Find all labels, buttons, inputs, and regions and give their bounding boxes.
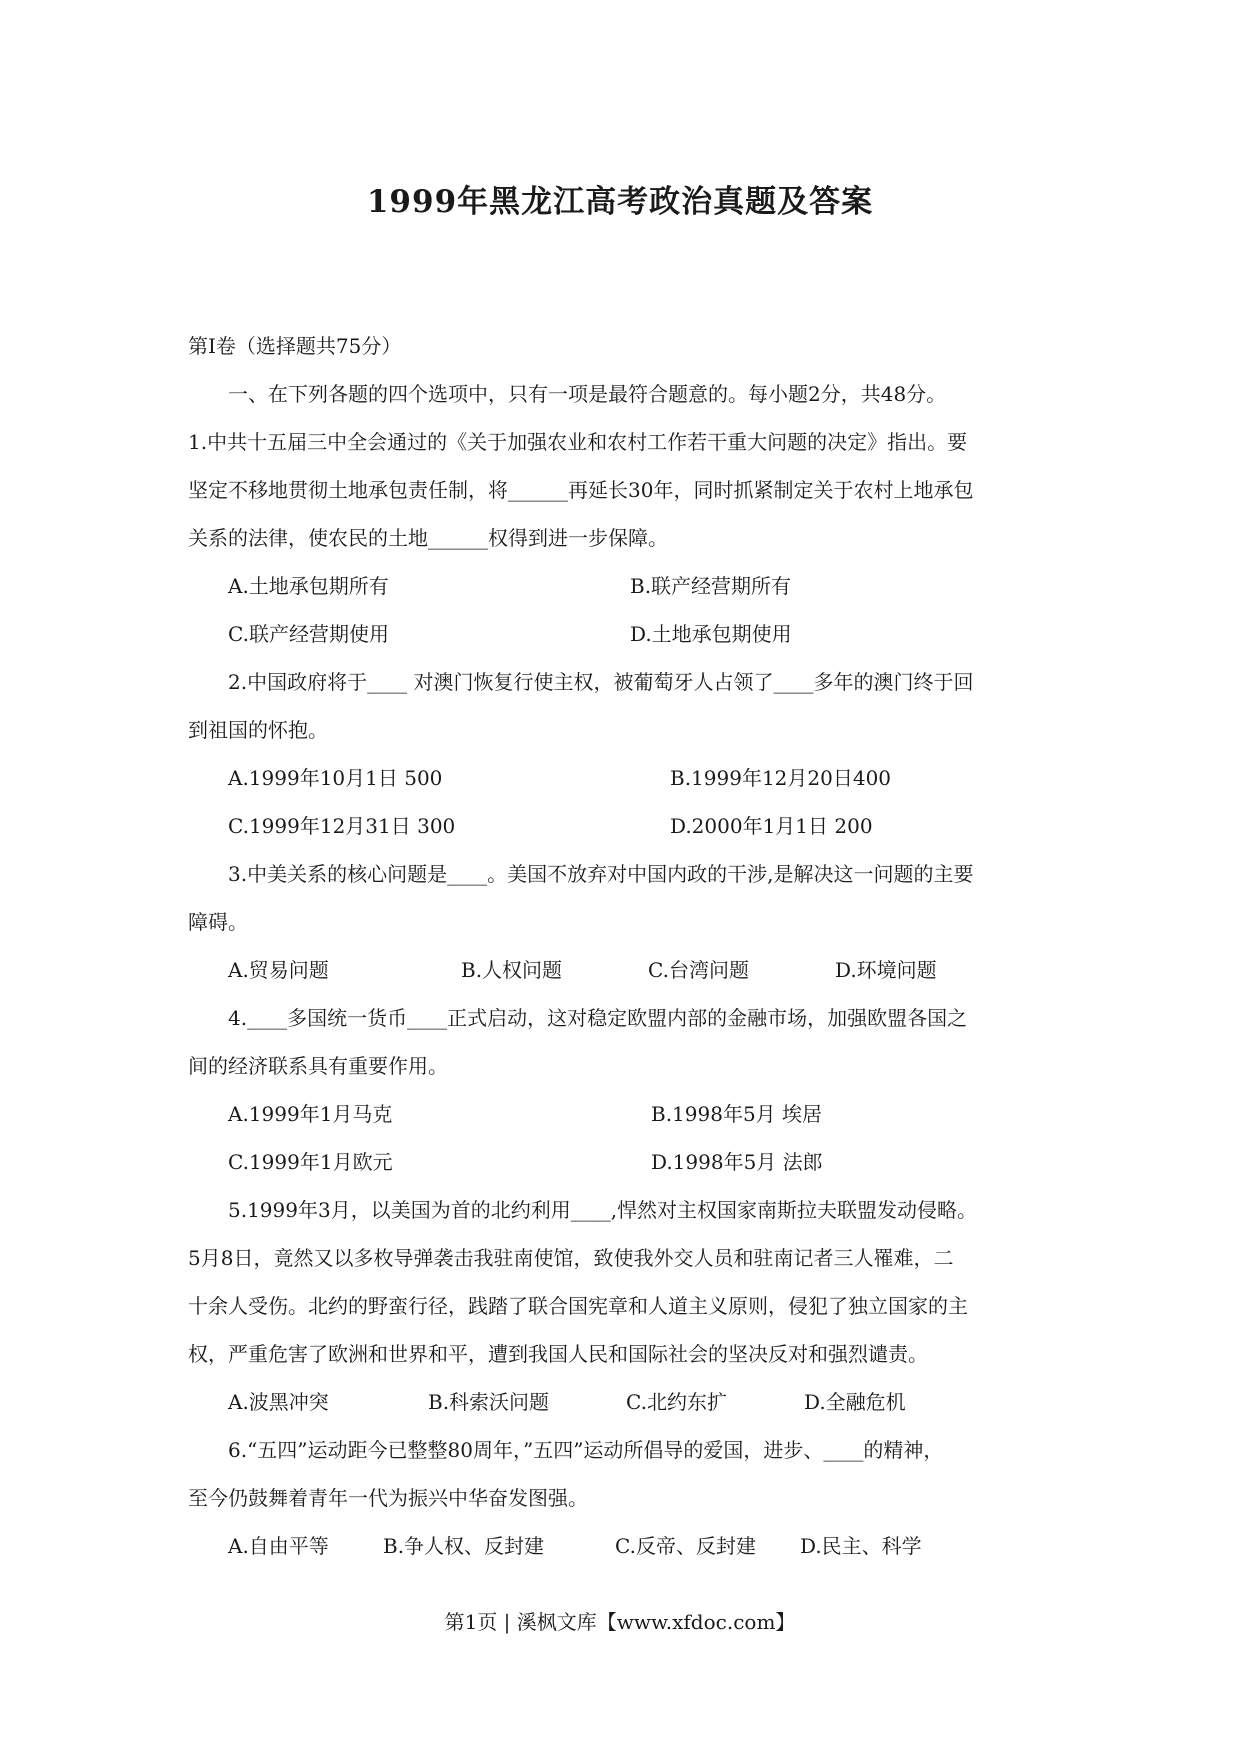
question-1-line-2: 坚定不移地贯彻土地承包责任制，将______再延长30年，同时抓紧制定关于农村上地承包 xyxy=(188,478,974,502)
section-heading: 第Ⅰ卷（选择题共75分） xyxy=(188,334,402,358)
question-6-line-1: 6.“五四”运动距今已整整80周年，”五四”运动所倡导的爱国，进步、____的精神， xyxy=(228,1438,944,1462)
question-1-options-row-1 xyxy=(188,562,1060,610)
question-5-option-a: A.波黑冲突 xyxy=(228,1390,329,1414)
question-6-options-row xyxy=(188,1522,1060,1570)
question-3-line-2: 障碍。 xyxy=(188,910,248,934)
question-4-option-d: D.1998年5月 法郎 xyxy=(651,1150,823,1174)
question-1-option-d: D.土地承包期使用 xyxy=(630,622,792,646)
question-4-option-c: C.1999年1月欧元 xyxy=(228,1150,393,1174)
question-5-line-3: 十余人受伤。北约的野蛮行径，践踏了联合国宪章和人道主义原则，侵犯了独立国家的主 xyxy=(188,1294,968,1318)
question-4-option-b: B.1998年5月 埃居 xyxy=(651,1102,823,1126)
question-5-option-d: D.全融危机 xyxy=(804,1390,906,1414)
question-3-line-1: 3.中美关系的核心问题是____。美国不放弃对中国内政的干涉,是解决这一问题的主要 xyxy=(228,862,974,886)
question-2-option-c: C.1999年12月31日 300 xyxy=(228,814,456,838)
question-3-option-b: B.人权问题 xyxy=(461,958,563,982)
question-2-line-2: 到祖国的怀抱。 xyxy=(188,718,328,742)
question-3-option-c: C.台湾问题 xyxy=(648,958,749,982)
question-1-option-a: A.土地承包期所有 xyxy=(228,574,389,598)
question-6-option-c: C.反帝、反封建 xyxy=(615,1534,756,1558)
question-2-option-b: B.1999年12月20日400 xyxy=(670,766,892,790)
question-6-option-d: D.民主、科学 xyxy=(800,1534,922,1558)
question-5-line-4: 权，严重危害了欧洲和世界和平，遭到我国人民和国际社会的坚决反对和强烈谴责。 xyxy=(188,1342,928,1366)
question-2-options-row-2 xyxy=(188,802,1060,850)
question-1-option-b: B.联产经营期所有 xyxy=(630,574,792,598)
question-2-option-d: D.2000年1月1日 200 xyxy=(670,814,873,838)
question-5-options-row xyxy=(188,1378,1060,1426)
question-1-options-row-2 xyxy=(188,610,1060,658)
instruction-text: 一、在下列各题的四个选项中，只有一项是最符合题意的。每小题2分，共48分。 xyxy=(228,382,947,406)
question-3-options-row xyxy=(188,946,1060,994)
question-4-option-a: A.1999年1月马克 xyxy=(228,1102,393,1126)
question-2-option-a: A.1999年10月1日 500 xyxy=(228,766,443,790)
question-4-options-row-1 xyxy=(188,1090,1060,1138)
question-1-line-1: 1.中共十五届三中全会通过的《关于加强农业和农村工作若干重大问题的决定》指出。要 xyxy=(188,430,968,454)
question-1-line-3: 关系的法律，使农民的土地______权得到进一步保障。 xyxy=(188,526,668,550)
question-6-option-a: A.自由平等 xyxy=(228,1534,329,1558)
question-3-option-d: D.环境问题 xyxy=(835,958,937,982)
question-5-option-b: B.科索沃问题 xyxy=(428,1390,550,1414)
page-footer: 第1页 | 溪枫文库【www.xfdoc.com】 xyxy=(444,1610,796,1634)
question-4-options-row-2 xyxy=(188,1138,1060,1186)
question-6-option-b: B.争人权、反封建 xyxy=(383,1534,545,1558)
question-3-option-a: A.贸易问题 xyxy=(228,958,329,982)
question-1-option-c: C.联产经营期使用 xyxy=(228,622,389,646)
question-2-line-1: 2.中国政府将于____ 对澳门恢复行使主权，被葡萄牙人占领了____多年的澳门终于回 xyxy=(228,670,974,694)
question-5-line-2: 5月8日，竟然又以多枚导弹袭击我驻南使馆，致使我外交人员和驻南记者三人罹难，二 xyxy=(188,1246,954,1270)
document-title: 1999年黑龙江高考政治真题及答案 xyxy=(366,184,874,220)
question-4-line-1: 4.____多国统一货币____正式启动，这对稳定欧盟内部的金融市场，加强欧盟各国之 xyxy=(228,1006,968,1030)
question-6-line-2: 至今仍鼓舞着青年一代为振兴中华奋发图强。 xyxy=(188,1486,588,1510)
document-body xyxy=(188,322,1060,1570)
question-2-options-row-1 xyxy=(188,754,1060,802)
question-4-line-2: 间的经济联系具有重要作用。 xyxy=(188,1054,448,1078)
question-5-option-c: C.北约东扩 xyxy=(626,1390,727,1414)
question-5-line-1: 5.1999年3月，以美国为首的北约利用____,悍然对主权国家南斯拉夫联盟发动侵略。 xyxy=(228,1198,978,1222)
